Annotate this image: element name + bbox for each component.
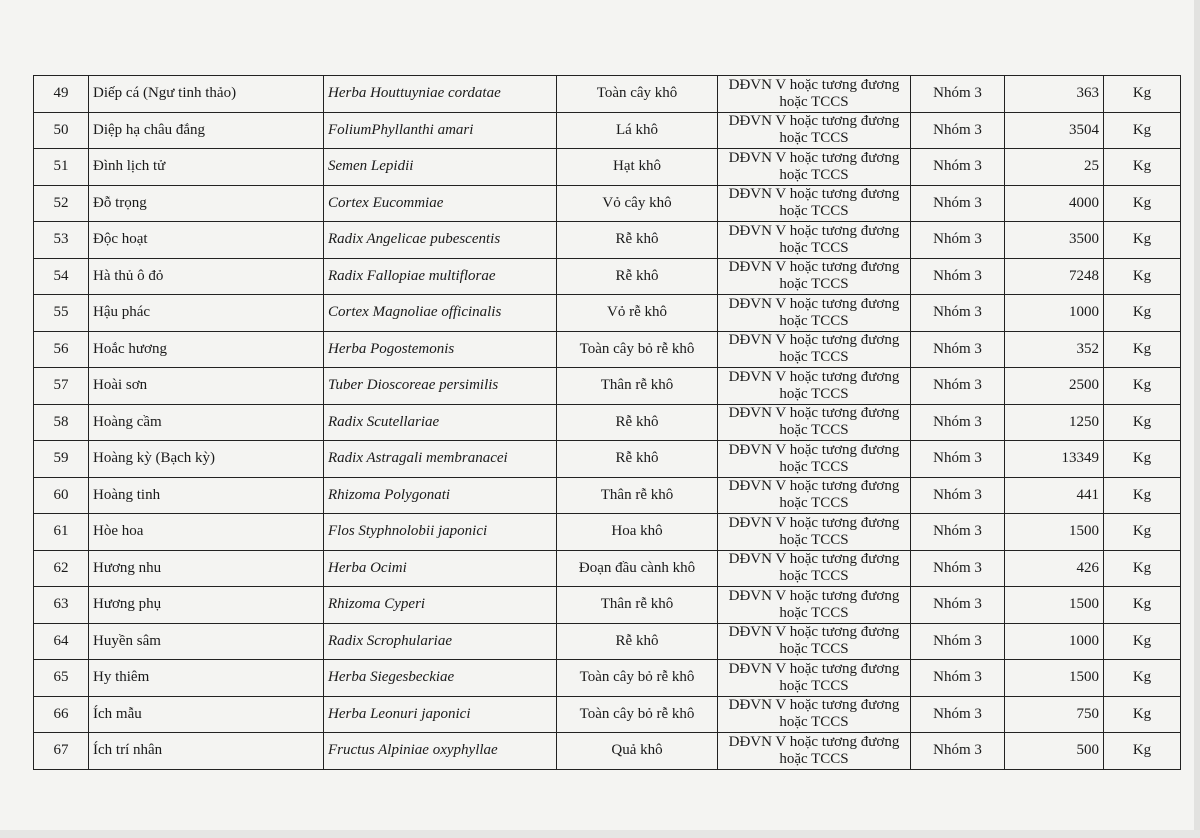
row-number-cell: 61 <box>34 514 89 551</box>
unit-cell: Kg <box>1104 550 1181 587</box>
table-row <box>34 696 1181 733</box>
group-cell: Nhóm 3 <box>911 258 1005 295</box>
latin-name-cell: Radix Fallopiae multiflorae <box>324 258 557 295</box>
vietnamese-name-cell: Hoàng cầm <box>89 404 324 441</box>
quantity-cell: 25 <box>1005 149 1104 186</box>
quantity-cell: 7248 <box>1005 258 1104 295</box>
unit-cell: Kg <box>1104 587 1181 624</box>
latin-name-cell: Herba Leonuri japonici <box>324 696 557 733</box>
unit-cell: Kg <box>1104 222 1181 259</box>
plant-part-cell: Đoạn đầu cành khô <box>557 550 718 587</box>
latin-name-cell: FoliumPhyllanthi amari <box>324 112 557 149</box>
table-row <box>34 733 1181 770</box>
latin-name-cell: Radix Scutellariae <box>324 404 557 441</box>
quantity-cell: 4000 <box>1005 185 1104 222</box>
group-cell: Nhóm 3 <box>911 222 1005 259</box>
row-number-cell: 59 <box>34 441 89 478</box>
row-number-cell: 57 <box>34 368 89 405</box>
row-number-cell: 62 <box>34 550 89 587</box>
latin-name-cell: Herba Ocimi <box>324 550 557 587</box>
unit-cell: Kg <box>1104 733 1181 770</box>
plant-part-cell: Rễ khô <box>557 222 718 259</box>
quality-standard-cell: DĐVN V hoặc tương đương hoặc TCCS <box>718 368 911 405</box>
table-row <box>34 295 1181 332</box>
group-cell: Nhóm 3 <box>911 623 1005 660</box>
group-cell: Nhóm 3 <box>911 76 1005 113</box>
quantity-cell: 1000 <box>1005 623 1104 660</box>
unit-cell: Kg <box>1104 404 1181 441</box>
quality-standard-cell: DĐVN V hoặc tương đương hoặc TCCS <box>718 295 911 332</box>
quality-standard-cell: DĐVN V hoặc tương đương hoặc TCCS <box>718 623 911 660</box>
group-cell: Nhóm 3 <box>911 733 1005 770</box>
plant-part-cell: Toàn cây bỏ rễ khô <box>557 331 718 368</box>
quality-standard-cell: DĐVN V hoặc tương đương hoặc TCCS <box>718 550 911 587</box>
latin-name-cell: Radix Angelicae pubescentis <box>324 222 557 259</box>
table-row <box>34 222 1181 259</box>
plant-part-cell: Rễ khô <box>557 404 718 441</box>
quality-standard-cell: DĐVN V hoặc tương đương hoặc TCCS <box>718 660 911 697</box>
group-cell: Nhóm 3 <box>911 404 1005 441</box>
plant-part-cell: Vỏ cây khô <box>557 185 718 222</box>
plant-part-cell: Thân rễ khô <box>557 587 718 624</box>
group-cell: Nhóm 3 <box>911 514 1005 551</box>
vietnamese-name-cell: Hoắc hương <box>89 331 324 368</box>
latin-name-cell: Tuber Dioscoreae persimilis <box>324 368 557 405</box>
page-edge <box>0 830 1200 838</box>
quantity-cell: 1000 <box>1005 295 1104 332</box>
quantity-cell: 441 <box>1005 477 1104 514</box>
unit-cell: Kg <box>1104 185 1181 222</box>
quantity-cell: 1500 <box>1005 587 1104 624</box>
plant-part-cell: Vỏ rễ khô <box>557 295 718 332</box>
quantity-cell: 1250 <box>1005 404 1104 441</box>
quantity-cell: 750 <box>1005 696 1104 733</box>
plant-part-cell: Lá khô <box>557 112 718 149</box>
vietnamese-name-cell: Độc hoạt <box>89 222 324 259</box>
row-number-cell: 66 <box>34 696 89 733</box>
quantity-cell: 1500 <box>1005 660 1104 697</box>
plant-part-cell: Toàn cây bỏ rễ khô <box>557 696 718 733</box>
table-row <box>34 587 1181 624</box>
row-number-cell: 51 <box>34 149 89 186</box>
unit-cell: Kg <box>1104 696 1181 733</box>
quality-standard-cell: DĐVN V hoặc tương đương hoặc TCCS <box>718 331 911 368</box>
plant-part-cell: Rễ khô <box>557 623 718 660</box>
vietnamese-name-cell: Diếp cá (Ngư tinh thảo) <box>89 76 324 113</box>
quality-standard-cell: DĐVN V hoặc tương đương hoặc TCCS <box>718 185 911 222</box>
quantity-cell: 3504 <box>1005 112 1104 149</box>
table-row <box>34 660 1181 697</box>
plant-part-cell: Toàn cây bỏ rễ khô <box>557 660 718 697</box>
table-row <box>34 185 1181 222</box>
vietnamese-name-cell: Đình lịch tử <box>89 149 324 186</box>
group-cell: Nhóm 3 <box>911 295 1005 332</box>
table-row <box>34 404 1181 441</box>
table-body <box>34 76 1181 770</box>
table-row <box>34 149 1181 186</box>
plant-part-cell: Rễ khô <box>557 258 718 295</box>
unit-cell: Kg <box>1104 331 1181 368</box>
herb-table <box>33 75 1181 770</box>
row-number-cell: 65 <box>34 660 89 697</box>
unit-cell: Kg <box>1104 514 1181 551</box>
vietnamese-name-cell: Hà thủ ô đỏ <box>89 258 324 295</box>
vietnamese-name-cell: Hoài sơn <box>89 368 324 405</box>
quantity-cell: 352 <box>1005 331 1104 368</box>
group-cell: Nhóm 3 <box>911 185 1005 222</box>
table-row <box>34 368 1181 405</box>
latin-name-cell: Cortex Magnoliae officinalis <box>324 295 557 332</box>
vietnamese-name-cell: Hy thiêm <box>89 660 324 697</box>
vietnamese-name-cell: Hương nhu <box>89 550 324 587</box>
row-number-cell: 50 <box>34 112 89 149</box>
quality-standard-cell: DĐVN V hoặc tương đương hoặc TCCS <box>718 441 911 478</box>
group-cell: Nhóm 3 <box>911 477 1005 514</box>
row-number-cell: 63 <box>34 587 89 624</box>
latin-name-cell: Rhizoma Polygonati <box>324 477 557 514</box>
quantity-cell: 500 <box>1005 733 1104 770</box>
row-number-cell: 53 <box>34 222 89 259</box>
vietnamese-name-cell: Diệp hạ châu đắng <box>89 112 324 149</box>
vietnamese-name-cell: Hương phụ <box>89 587 324 624</box>
quantity-cell: 426 <box>1005 550 1104 587</box>
row-number-cell: 60 <box>34 477 89 514</box>
latin-name-cell: Herba Pogostemonis <box>324 331 557 368</box>
group-cell: Nhóm 3 <box>911 368 1005 405</box>
unit-cell: Kg <box>1104 477 1181 514</box>
unit-cell: Kg <box>1104 149 1181 186</box>
vietnamese-name-cell: Hậu phác <box>89 295 324 332</box>
table-row <box>34 258 1181 295</box>
quantity-cell: 3500 <box>1005 222 1104 259</box>
row-number-cell: 54 <box>34 258 89 295</box>
group-cell: Nhóm 3 <box>911 112 1005 149</box>
table-row <box>34 550 1181 587</box>
latin-name-cell: Radix Scrophulariae <box>324 623 557 660</box>
quality-standard-cell: DĐVN V hoặc tương đương hoặc TCCS <box>718 696 911 733</box>
table-row <box>34 477 1181 514</box>
row-number-cell: 58 <box>34 404 89 441</box>
group-cell: Nhóm 3 <box>911 550 1005 587</box>
table-row <box>34 331 1181 368</box>
quantity-cell: 2500 <box>1005 368 1104 405</box>
unit-cell: Kg <box>1104 623 1181 660</box>
latin-name-cell: Fructus Alpiniae oxyphyllae <box>324 733 557 770</box>
unit-cell: Kg <box>1104 76 1181 113</box>
latin-name-cell: Flos Styphnolobii japonici <box>324 514 557 551</box>
row-number-cell: 67 <box>34 733 89 770</box>
unit-cell: Kg <box>1104 112 1181 149</box>
vietnamese-name-cell: Đỗ trọng <box>89 185 324 222</box>
unit-cell: Kg <box>1104 441 1181 478</box>
group-cell: Nhóm 3 <box>911 660 1005 697</box>
quality-standard-cell: DĐVN V hoặc tương đương hoặc TCCS <box>718 112 911 149</box>
row-number-cell: 52 <box>34 185 89 222</box>
plant-part-cell: Hoa khô <box>557 514 718 551</box>
quality-standard-cell: DĐVN V hoặc tương đương hoặc TCCS <box>718 149 911 186</box>
row-number-cell: 56 <box>34 331 89 368</box>
quantity-cell: 363 <box>1005 76 1104 113</box>
unit-cell: Kg <box>1104 258 1181 295</box>
quality-standard-cell: DĐVN V hoặc tương đương hoặc TCCS <box>718 733 911 770</box>
table-row <box>34 514 1181 551</box>
quality-standard-cell: DĐVN V hoặc tương đương hoặc TCCS <box>718 258 911 295</box>
plant-part-cell: Toàn cây khô <box>557 76 718 113</box>
page-edge <box>1194 0 1200 838</box>
group-cell: Nhóm 3 <box>911 696 1005 733</box>
table-row <box>34 76 1181 113</box>
plant-part-cell: Quả khô <box>557 733 718 770</box>
unit-cell: Kg <box>1104 660 1181 697</box>
latin-name-cell: Herba Houttuyniae cordatae <box>324 76 557 113</box>
latin-name-cell: Cortex Eucommiae <box>324 185 557 222</box>
quality-standard-cell: DĐVN V hoặc tương đương hoặc TCCS <box>718 76 911 113</box>
quality-standard-cell: DĐVN V hoặc tương đương hoặc TCCS <box>718 404 911 441</box>
vietnamese-name-cell: Ích mẫu <box>89 696 324 733</box>
vietnamese-name-cell: Hoàng tinh <box>89 477 324 514</box>
vietnamese-name-cell: Hòe hoa <box>89 514 324 551</box>
quantity-cell: 13349 <box>1005 441 1104 478</box>
vietnamese-name-cell: Hoàng kỳ (Bạch kỳ) <box>89 441 324 478</box>
plant-part-cell: Hạt khô <box>557 149 718 186</box>
quantity-cell: 1500 <box>1005 514 1104 551</box>
row-number-cell: 55 <box>34 295 89 332</box>
table-row <box>34 112 1181 149</box>
unit-cell: Kg <box>1104 295 1181 332</box>
latin-name-cell: Rhizoma Cyperi <box>324 587 557 624</box>
vietnamese-name-cell: Ích trí nhân <box>89 733 324 770</box>
quality-standard-cell: DĐVN V hoặc tương đương hoặc TCCS <box>718 514 911 551</box>
quality-standard-cell: DĐVN V hoặc tương đương hoặc TCCS <box>718 587 911 624</box>
quality-standard-cell: DĐVN V hoặc tương đương hoặc TCCS <box>718 222 911 259</box>
unit-cell: Kg <box>1104 368 1181 405</box>
row-number-cell: 64 <box>34 623 89 660</box>
latin-name-cell: Radix Astragali membranacei <box>324 441 557 478</box>
group-cell: Nhóm 3 <box>911 587 1005 624</box>
table-row <box>34 623 1181 660</box>
quality-standard-cell: DĐVN V hoặc tương đương hoặc TCCS <box>718 477 911 514</box>
vietnamese-name-cell: Huyền sâm <box>89 623 324 660</box>
table-row <box>34 441 1181 478</box>
latin-name-cell: Semen Lepidii <box>324 149 557 186</box>
plant-part-cell: Thân rễ khô <box>557 368 718 405</box>
plant-part-cell: Rễ khô <box>557 441 718 478</box>
latin-name-cell: Herba Siegesbeckiae <box>324 660 557 697</box>
row-number-cell: 49 <box>34 76 89 113</box>
group-cell: Nhóm 3 <box>911 441 1005 478</box>
group-cell: Nhóm 3 <box>911 331 1005 368</box>
group-cell: Nhóm 3 <box>911 149 1005 186</box>
plant-part-cell: Thân rễ khô <box>557 477 718 514</box>
